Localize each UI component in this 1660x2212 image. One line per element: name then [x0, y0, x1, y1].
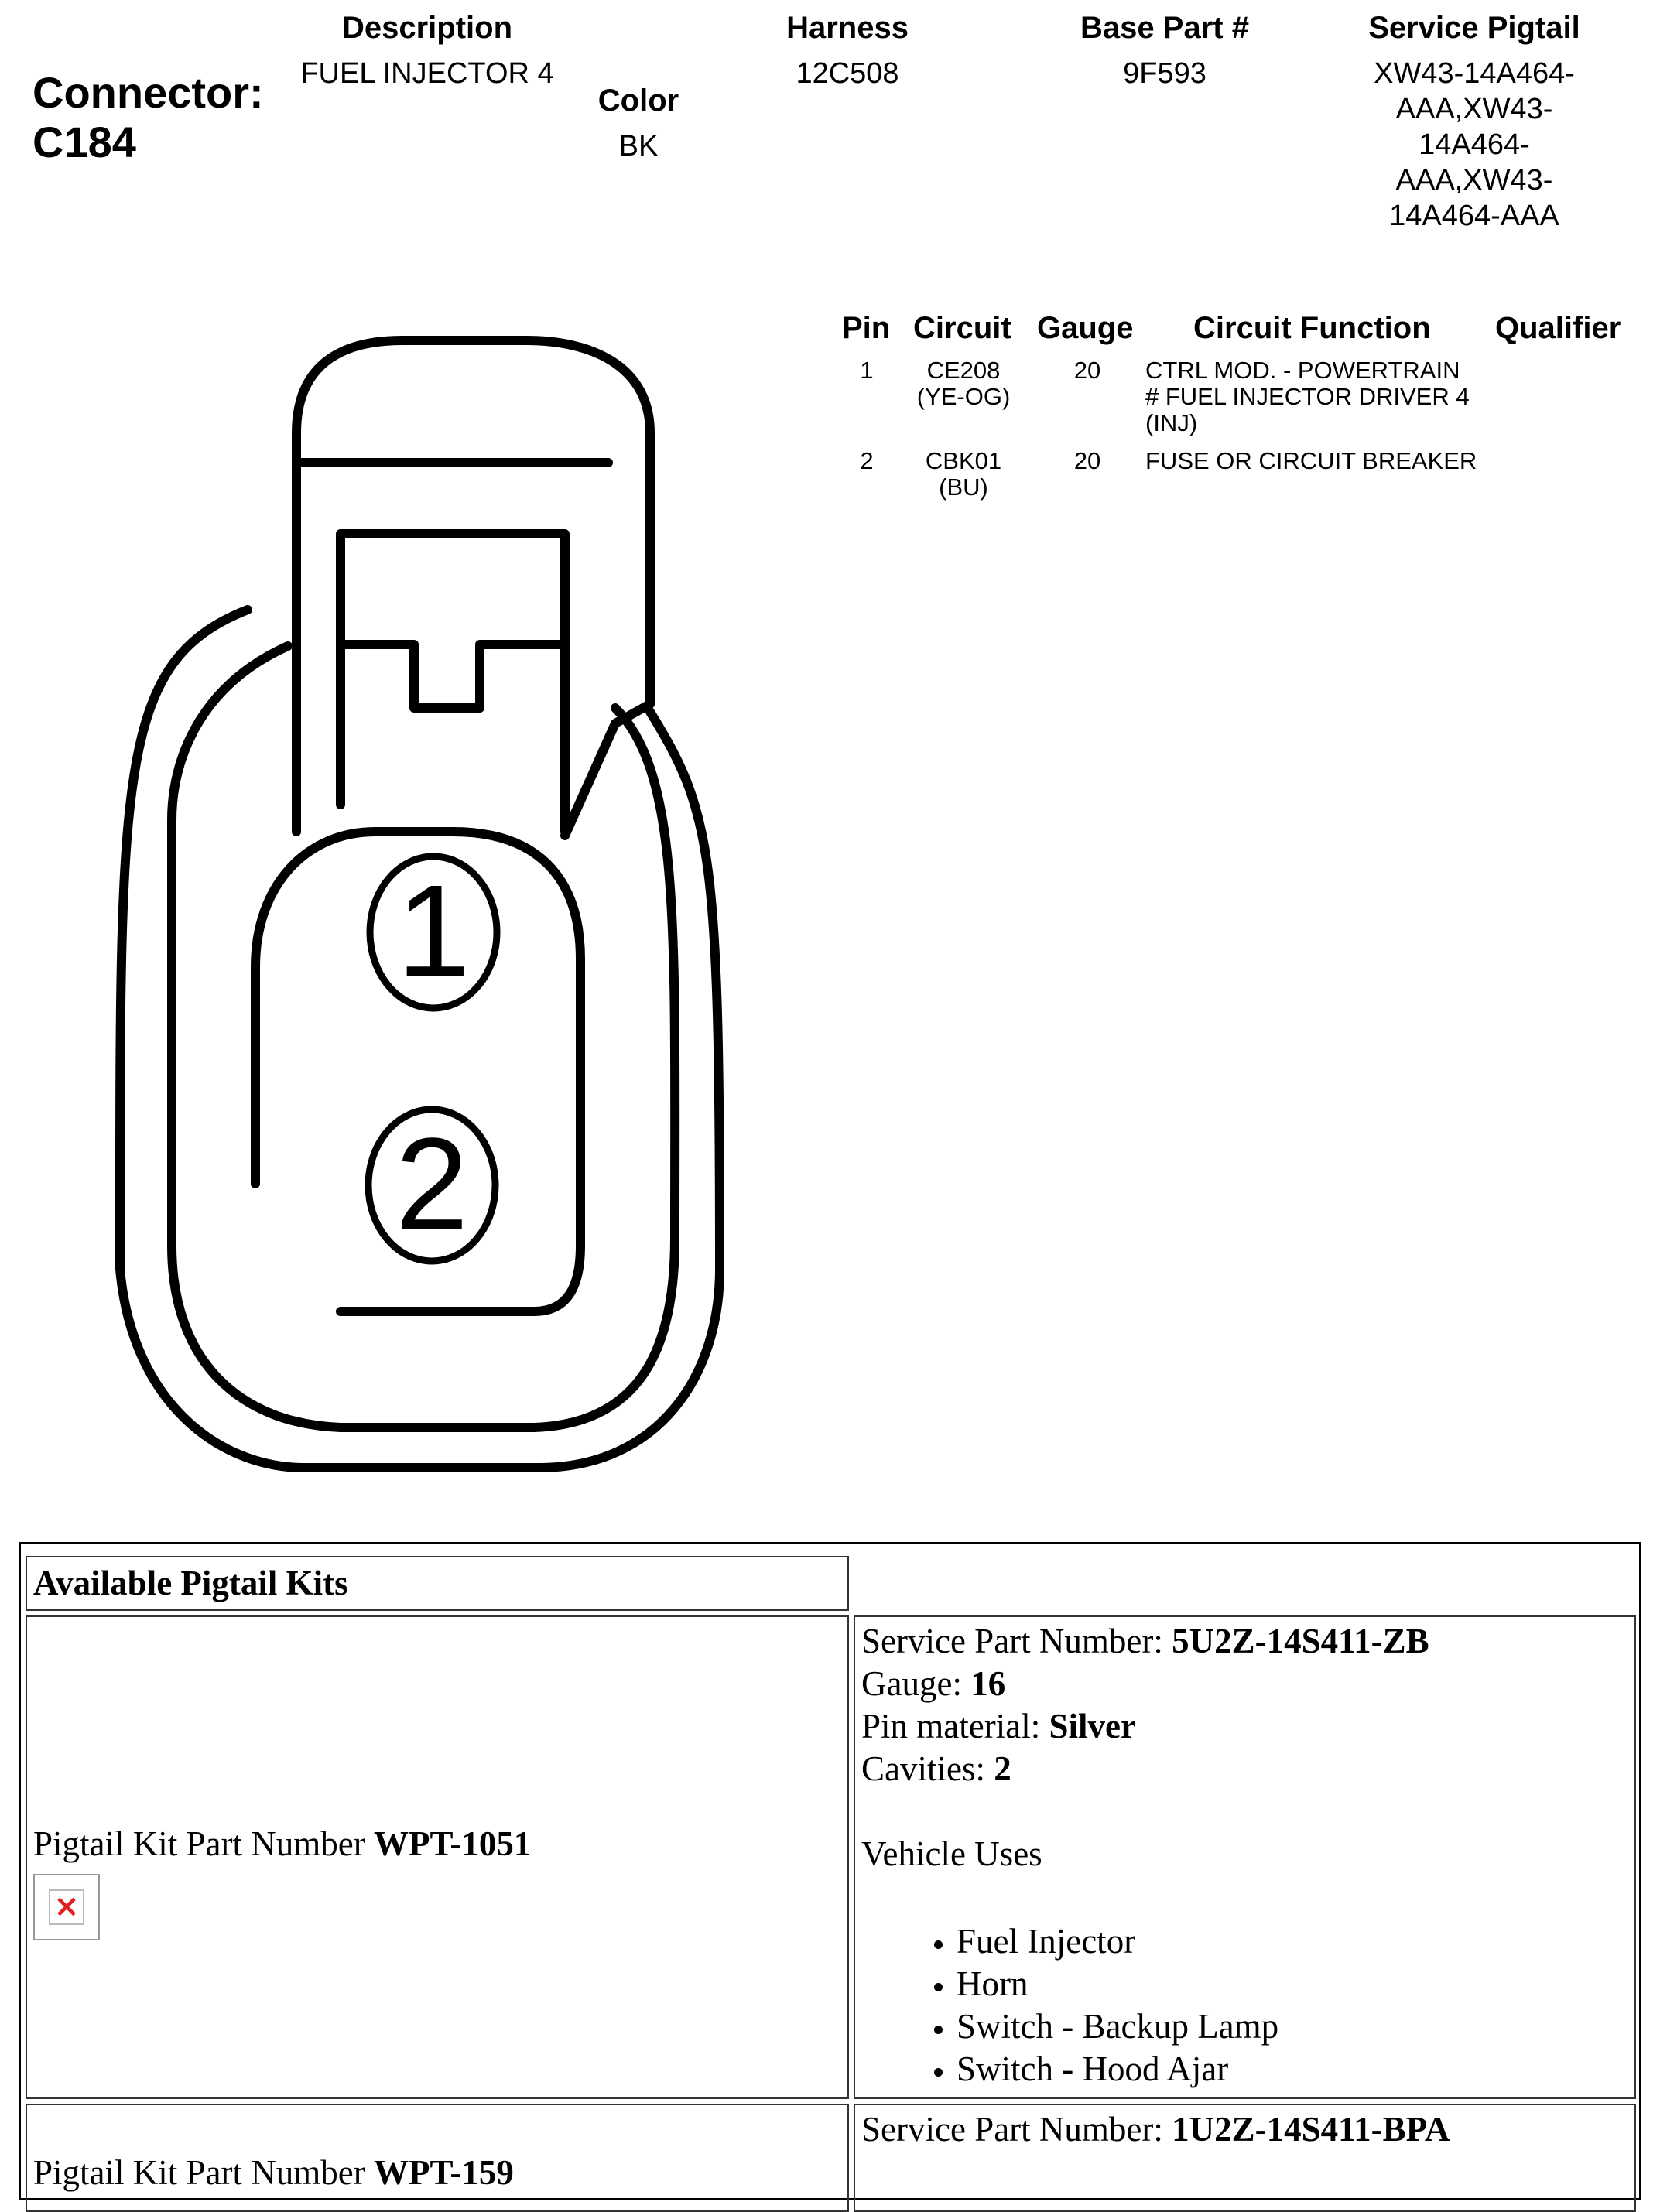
pin-material-line	[861, 1705, 1429, 1748]
pin-row-1-pin: 1	[860, 357, 874, 384]
description-header: Description	[341, 11, 513, 45]
description-value: FUEL INJECTOR 4	[300, 57, 554, 90]
harness-value: 12C508	[796, 57, 899, 90]
circuit-id: CBK01	[925, 447, 1002, 474]
pin-row-2-function	[1145, 448, 1501, 474]
pin-row-2-gauge: 20	[1073, 447, 1101, 474]
list-item: Switch - Hood Ajar	[861, 2048, 1429, 2091]
service-part-number: 1U2Z-14S411-BPA	[1172, 2110, 1450, 2149]
cavity-1-label: 1	[396, 858, 471, 1005]
connector-face-diagram	[0, 0, 774, 1516]
cavity-2-label: 2	[395, 1111, 469, 1258]
pin-material-value: Silver	[1049, 1707, 1136, 1745]
vehicle-uses-list	[861, 1920, 1429, 2091]
service-pigtail-value	[1316, 56, 1633, 234]
list-item: Fuel Injector	[861, 1920, 1429, 1963]
service-pigtail-line: XW43-14A464-	[1374, 57, 1575, 90]
color-header: Color	[597, 84, 679, 118]
pin-row-1-circuit	[898, 357, 1029, 410]
pin-row-2-circuit	[898, 448, 1029, 501]
pigtail-kits-title-cell	[26, 1556, 849, 1611]
service-pigtail-line: AAA,XW43-	[1395, 93, 1553, 125]
service-pigtail-line: 14A464-	[1419, 128, 1530, 161]
pin-column-header: Pin	[842, 311, 891, 345]
service-pigtail-header: Service Pigtail	[1368, 11, 1580, 45]
vehicle-uses-label: Vehicle Uses	[861, 1834, 1042, 1873]
kit-number: WPT-1051	[373, 1824, 532, 1863]
gauge-column-header: Gauge	[1037, 311, 1134, 345]
service-part-number: 5U2Z-14S411-ZB	[1172, 1622, 1429, 1660]
list-item: Horn	[861, 1963, 1429, 2005]
cavities-label: Cavities:	[861, 1749, 985, 1788]
kit-label: Pigtail Kit Part Number	[33, 2153, 365, 2192]
circuit-id: CE208	[926, 357, 1001, 384]
connector-latch-tab	[296, 340, 650, 836]
kit-1-part-number	[33, 1823, 531, 1865]
kit-2-part-number	[33, 2152, 514, 2194]
connector-id: C184	[33, 118, 136, 166]
connector-key-notch	[341, 644, 565, 708]
service-pigtail-line: 14A464-AAA	[1389, 200, 1559, 232]
circuit-wire-color: (YE-OG)	[916, 383, 1011, 410]
pin-row-1-function	[1145, 357, 1501, 436]
pigtail-kits-title: Available Pigtail Kits	[33, 1564, 348, 1602]
connector-label: Connector:	[33, 68, 264, 117]
service-part-number-line	[861, 2108, 1450, 2151]
kit-1-details	[861, 1620, 1429, 2091]
base-part-header: Base Part #	[1080, 11, 1249, 45]
kit-number: WPT-159	[373, 2153, 514, 2192]
pin-row-2-pin: 2	[860, 447, 874, 474]
service-pigtail-line: AAA,XW43-	[1395, 164, 1553, 197]
circuit-wire-color: (BU)	[939, 474, 988, 501]
function-line: CTRL MOD. - POWERTRAIN	[1145, 357, 1460, 384]
connector-outer-shell	[120, 610, 720, 1468]
pin-material-label: Pin material:	[861, 1707, 1041, 1745]
gauge-value: 16	[970, 1664, 1006, 1703]
cavities-value: 2	[994, 1749, 1011, 1788]
qualifier-column-header: Qualifier	[1495, 311, 1621, 345]
gauge-line	[861, 1663, 1429, 1705]
service-part-label: Service Part Number:	[861, 2110, 1163, 2149]
cavities-line	[861, 1748, 1429, 1790]
service-part-label: Service Part Number:	[861, 1622, 1163, 1660]
service-part-number-line	[861, 1620, 1429, 1663]
list-item: Switch - Backup Lamp	[861, 2005, 1429, 2048]
base-part-value: 9F593	[1123, 57, 1206, 90]
kit-2-left-cell	[26, 2104, 849, 2212]
kit-2-right-cell	[854, 2104, 1636, 2212]
broken-image-icon: ×	[33, 1874, 100, 1940]
pin-row-1-gauge: 20	[1073, 357, 1101, 384]
function-column-header: Circuit Function	[1193, 311, 1431, 345]
kit-label: Pigtail Kit Part Number	[33, 1824, 365, 1863]
circuit-column-header: Circuit	[913, 311, 1011, 345]
function-line: # FUEL INJECTOR DRIVER 4	[1145, 383, 1470, 410]
kit-1-left-cell	[26, 1615, 849, 2099]
gauge-label: Gauge:	[861, 1664, 962, 1703]
function-line: (INJ)	[1145, 409, 1198, 436]
connector-key-slot	[341, 534, 565, 832]
kit-1-right-cell	[854, 1615, 1636, 2099]
color-value: BK	[618, 130, 659, 162]
harness-header: Harness	[786, 11, 909, 45]
function-line: FUSE OR CIRCUIT BREAKER	[1145, 447, 1477, 474]
